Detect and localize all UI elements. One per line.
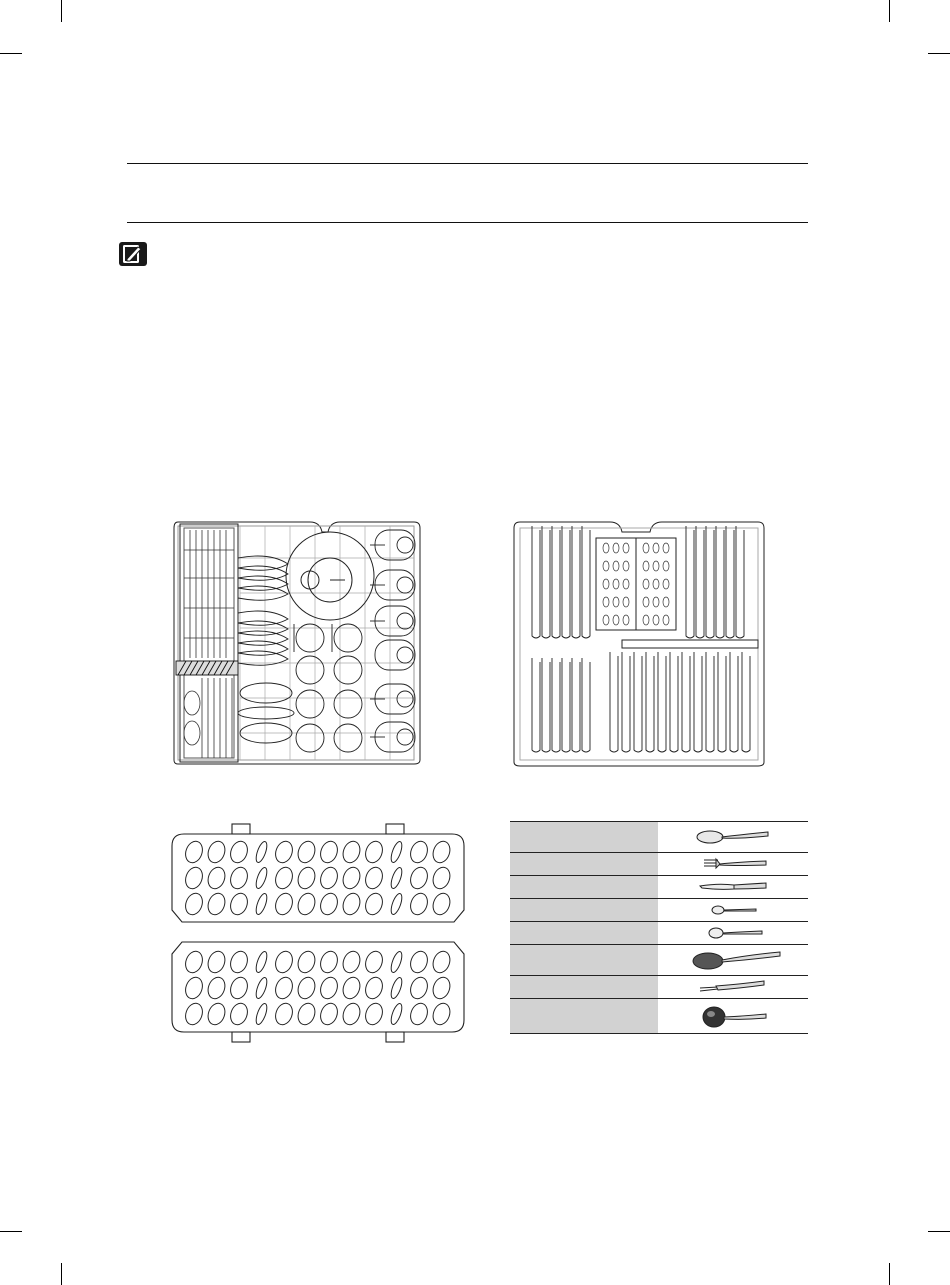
cutlery-label bbox=[510, 976, 658, 998]
serving-spoon-icon bbox=[658, 945, 808, 975]
cutlery-table-bottom-rule bbox=[510, 1033, 808, 1034]
crop-mark-top-right-v bbox=[889, 0, 890, 22]
cover-hole bbox=[295, 975, 318, 1001]
dessert-spoon-icon bbox=[658, 922, 808, 944]
crop-mark-top-right-h bbox=[928, 53, 950, 54]
cutlery-label bbox=[510, 999, 658, 1033]
crop-mark-bottom-right-v bbox=[889, 1263, 890, 1285]
cover-hole bbox=[363, 949, 386, 975]
cover-hole bbox=[363, 975, 386, 1001]
knife-icon bbox=[658, 876, 808, 898]
cover-hole bbox=[228, 975, 251, 1001]
crop-mark-bottom-right-h bbox=[928, 1231, 950, 1232]
cover-hole bbox=[254, 892, 269, 915]
cover-hole bbox=[295, 891, 318, 917]
cover-hole bbox=[408, 1001, 431, 1027]
cover-hole bbox=[273, 839, 296, 865]
cover-hole bbox=[295, 949, 318, 975]
cover-hole bbox=[183, 949, 206, 975]
cover-hole bbox=[205, 1001, 228, 1027]
cutlery-table bbox=[510, 821, 808, 1034]
cover-hole bbox=[273, 975, 296, 1001]
cover-hole bbox=[318, 949, 341, 975]
crop-mark-bottom-left-h bbox=[0, 1231, 22, 1232]
cover-hole bbox=[408, 839, 431, 865]
serving-fork-icon bbox=[658, 976, 808, 998]
cover-hole bbox=[430, 891, 453, 917]
fork-icon bbox=[658, 853, 808, 875]
cover-hole bbox=[183, 1001, 206, 1027]
cover-hole bbox=[273, 865, 296, 891]
cutlery-label bbox=[510, 853, 658, 875]
cover-hole bbox=[389, 950, 404, 973]
crop-mark-bottom-left-v bbox=[61, 1263, 62, 1285]
cover-hole bbox=[430, 839, 453, 865]
cover-hole bbox=[273, 1001, 296, 1027]
cutlery-label bbox=[510, 899, 658, 921]
cutlery-row-serving-fork bbox=[510, 975, 808, 998]
cutlery-row-gravy-ladle bbox=[510, 998, 808, 1033]
cover-hole bbox=[430, 949, 453, 975]
cutlery-row-dessert-spoon bbox=[510, 921, 808, 944]
cover-hole bbox=[430, 865, 453, 891]
teaspoon-icon bbox=[658, 899, 808, 921]
cover-hole bbox=[295, 865, 318, 891]
cover-hole bbox=[340, 865, 363, 891]
cover-hole bbox=[318, 1001, 341, 1027]
note-icon bbox=[118, 241, 148, 267]
cover-hole bbox=[254, 950, 269, 973]
cover-hole bbox=[363, 865, 386, 891]
cover-hole bbox=[340, 839, 363, 865]
cover-hole bbox=[254, 840, 269, 863]
tablespoon-icon bbox=[658, 822, 808, 852]
lower-rack-diagram bbox=[170, 518, 422, 766]
cover-hole bbox=[228, 865, 251, 891]
cutlery-label bbox=[510, 922, 658, 944]
cover-hole bbox=[389, 1002, 404, 1025]
cutlery-label bbox=[510, 945, 658, 975]
cover-hole bbox=[389, 976, 404, 999]
cover-hole bbox=[205, 839, 228, 865]
cover-hole bbox=[273, 949, 296, 975]
cutlery-basket-cover-top bbox=[168, 822, 468, 926]
cover-hole bbox=[183, 865, 206, 891]
cutlery-row-knife bbox=[510, 875, 808, 898]
cover-hole bbox=[205, 949, 228, 975]
cover-hole bbox=[340, 891, 363, 917]
cover-hole bbox=[318, 865, 341, 891]
cover-hole bbox=[318, 839, 341, 865]
cutlery-row-fork bbox=[510, 852, 808, 875]
crop-mark-top-left-v bbox=[61, 0, 62, 22]
cover-hole bbox=[205, 891, 228, 917]
cover-hole bbox=[295, 839, 318, 865]
gravy-ladle-icon bbox=[658, 999, 808, 1033]
cover-hole bbox=[228, 891, 251, 917]
cutlery-basket-cover-bottom bbox=[168, 940, 468, 1046]
cover-hole bbox=[363, 1001, 386, 1027]
cutlery-row-teaspoon bbox=[510, 898, 808, 921]
cover-hole bbox=[340, 975, 363, 1001]
cover-hole bbox=[254, 1002, 269, 1025]
cover-hole bbox=[340, 1001, 363, 1027]
header-rule-bottom bbox=[127, 222, 808, 223]
cover-hole bbox=[408, 865, 431, 891]
cover-hole bbox=[408, 975, 431, 1001]
cover-hole bbox=[273, 891, 296, 917]
cover-hole bbox=[205, 975, 228, 1001]
upper-rack-diagram bbox=[510, 518, 768, 770]
cutlery-label bbox=[510, 876, 658, 898]
cover-hole bbox=[408, 891, 431, 917]
cover-hole bbox=[254, 976, 269, 999]
cover-hole bbox=[318, 975, 341, 1001]
cover-hole bbox=[228, 1001, 251, 1027]
cover-hole bbox=[183, 891, 206, 917]
cover-hole bbox=[340, 949, 363, 975]
cover-hole bbox=[430, 1001, 453, 1027]
note-text bbox=[160, 241, 800, 271]
cover-hole bbox=[430, 975, 453, 1001]
cover-hole bbox=[389, 840, 404, 863]
cutlery-row-tablespoon bbox=[510, 821, 808, 852]
cover-hole bbox=[254, 866, 269, 889]
cutlery-label bbox=[510, 822, 658, 852]
cover-hole bbox=[363, 891, 386, 917]
cover-hole bbox=[205, 865, 228, 891]
page-title bbox=[127, 175, 808, 215]
cover-hole bbox=[183, 839, 206, 865]
crop-mark-top-left-h bbox=[0, 53, 22, 54]
cover-hole bbox=[389, 866, 404, 889]
cover-hole bbox=[389, 892, 404, 915]
cover-hole bbox=[183, 975, 206, 1001]
cover-hole bbox=[318, 891, 341, 917]
cover-hole bbox=[295, 1001, 318, 1027]
cover-hole bbox=[228, 839, 251, 865]
cover-hole bbox=[228, 949, 251, 975]
cover-hole bbox=[408, 949, 431, 975]
cutlery-row-serving-spoon bbox=[510, 944, 808, 975]
header-rule-top bbox=[127, 163, 808, 164]
cover-hole bbox=[363, 839, 386, 865]
